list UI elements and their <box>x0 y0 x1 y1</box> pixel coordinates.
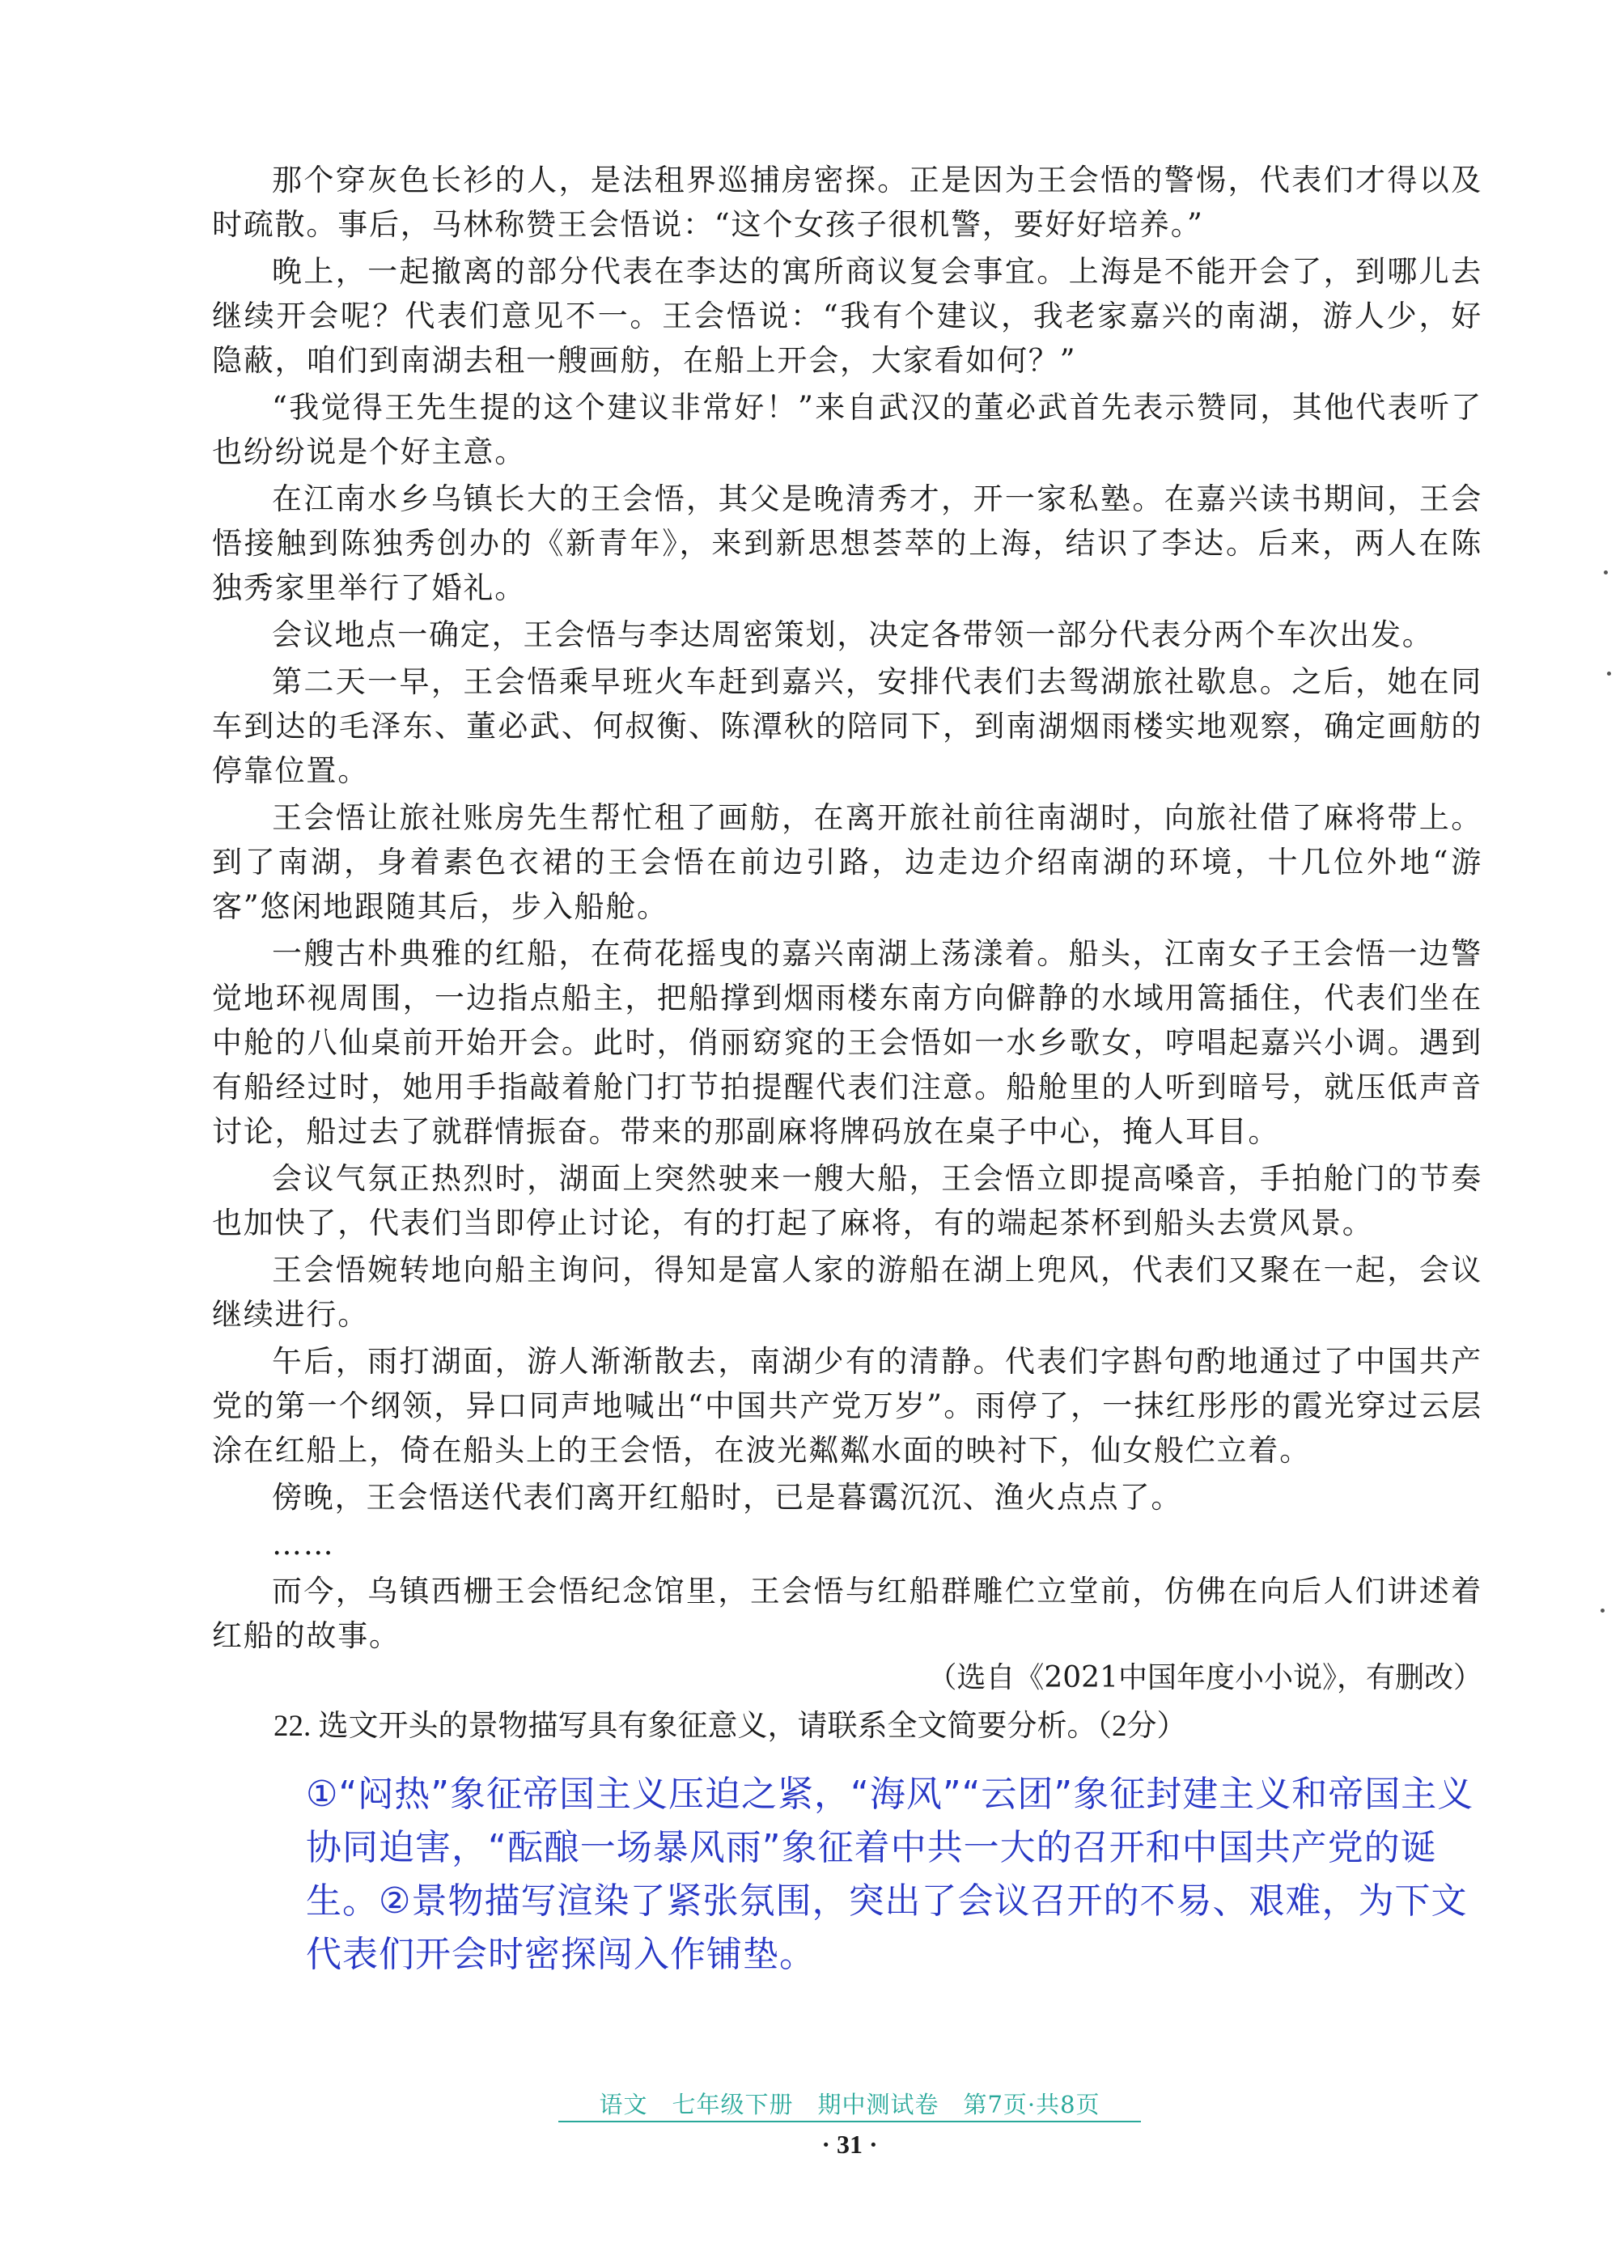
paragraph-2: 晚上，一起撤离的部分代表在李达的寓所商议复会事宜。上海是不能开会了，到哪儿去继续开会呢？代表们意见不一。王会悟说：“我有个建议，我老家嘉兴的南湖，游人少，好隐蔽，咱们到南湖去租一艘画舫，在船上开会，大家看如何？” <box>212 254 1482 378</box>
paragraph-6: 第二天一早，王会悟乘早班火车赶到嘉兴，安排代表们去鸳湖旅社歇息。之后，她在同车到达的毛泽东、董必武、何叔衡、陈潭秋的陪同下，到南湖烟雨楼实地观察，确定画舫的停靠位置。 <box>212 664 1482 788</box>
paragraph-10: 王会悟婉转地向船主询问，得知是富人家的游船在湖上兜风，代表们又聚在一起，会议继续进行。 <box>212 1253 1482 1332</box>
paragraph-5: 会议地点一确定，王会悟与李达周密策划，决定各带领一部分代表分两个车次出发。 <box>272 617 1434 652</box>
paragraph-11: 午后，雨打湖面，游人渐渐散去，南湖少有的清静。代表们字斟句酌地通过了中国共产党的第一个纲领，异口同声地喊出“中国共产党万岁”。雨停了，一抹红彤彤的霞光穿过云层涂在红船上，倚在船头上的王会悟，在波光粼粼水面的映衬下，仙女般伫立着。 <box>212 1344 1482 1468</box>
margin-dot-2 <box>1607 672 1611 676</box>
page-number: · 31 · <box>821 2130 878 2159</box>
paragraph-4: 在江南水乡乌镇长大的王会悟，其父是晚清秀才，开一家私塾。在嘉兴读书期间，王会悟接触到陈独秀创办的《新青年》，来到新思想荟萃的上海，结识了李达。后来，两人在陈独秀家里举行了婚礼。 <box>212 481 1482 605</box>
paragraph-12: 傍晚，王会悟送代表们离开红船时，已是暮霭沉沉、渔火点点了。 <box>272 1480 1183 1515</box>
paragraph-7: 王会悟让旅社账房先生帮忙租了画舫，在离开旅社前往南湖时，向旅社借了麻将带上。到了南湖，身着素色衣裙的王会悟在前边引路，边走边介绍南湖的环境，十几位外地“游客”悠闲地跟随其后，步入船舱。 <box>212 800 1482 924</box>
question-22: 22. 选文开头的景物描写具有象征意义，请联系全文简要分析。（2分） <box>273 1710 1187 1743</box>
footer-info: 语文 七年级下册 期中测试卷 第7页·共8页 <box>558 2088 1141 2122</box>
margin-dot-3 <box>1601 1609 1605 1613</box>
handwritten-answer: ①“闷热”象征帝国主义压迫之紧，“海风”“云团”象征封建主义和帝国主义协同迫害，“酝酿一场暴风雨”象征着中共一大的召开和中国共产党的诞生。②景物描写渲染了紧张氛围，突出了会议召开的不易、艰难，为下文代表们开会时密探闯入作铺垫。 <box>306 1774 1474 1975</box>
source-citation: （选自《2021中国年度小小说》，有删改） <box>927 1661 1482 1694</box>
paragraph-8: 一艘古朴典雅的红船，在荷花摇曳的嘉兴南湖上荡漾着。船头，江南女子王会悟一边警觉地环视周围，一边指点船主，把船撑到烟雨楼东南方向僻静的水域用篙插住，代表们坐在中舱的八仙桌前开始开会。此时，俏丽窈窕的王会悟如一水乡歌女，哼唱起嘉兴小调。遇到有船经过时，她用手指敲着舱门打节拍提醒代表们注意。船舱里的人听到暗号，就压低声音讨论，船过去了就群情振奋。带来的那副麻将牌码放在桌子中心，掩人耳目。 <box>212 936 1482 1149</box>
ellipsis-line: …… <box>272 1527 335 1562</box>
margin-dot-1 <box>1604 570 1608 574</box>
paragraph-3: “我觉得王先生提的这个建议非常好！”来自武汉的董必武首先表示赞同，其他代表听了也纷纷说是个好主意。 <box>212 390 1482 469</box>
paragraph-9: 会议气氛正热烈时，湖面上突然驶来一艘大船，王会悟立即提高嗓音，手拍舱门的节奏也加快了，代表们当即停止讨论，有的打起了麻将，有的端起茶杯到船头去赏风景。 <box>212 1161 1482 1240</box>
article-text <box>212 158 1482 1660</box>
paragraph-1: 那个穿灰色长衫的人，是法租界巡捕房密探。正是因为王会悟的警惕，代表们才得以及时疏散。事后，马林称赞王会悟说：“这个女孩子很机警，要好好培养。” <box>212 163 1482 242</box>
paragraph-13: 而今，乌镇西栅王会悟纪念馆里，王会悟与红船群雕伫立堂前，仿佛在向后人们讲述着红船的故事。 <box>212 1574 1482 1653</box>
